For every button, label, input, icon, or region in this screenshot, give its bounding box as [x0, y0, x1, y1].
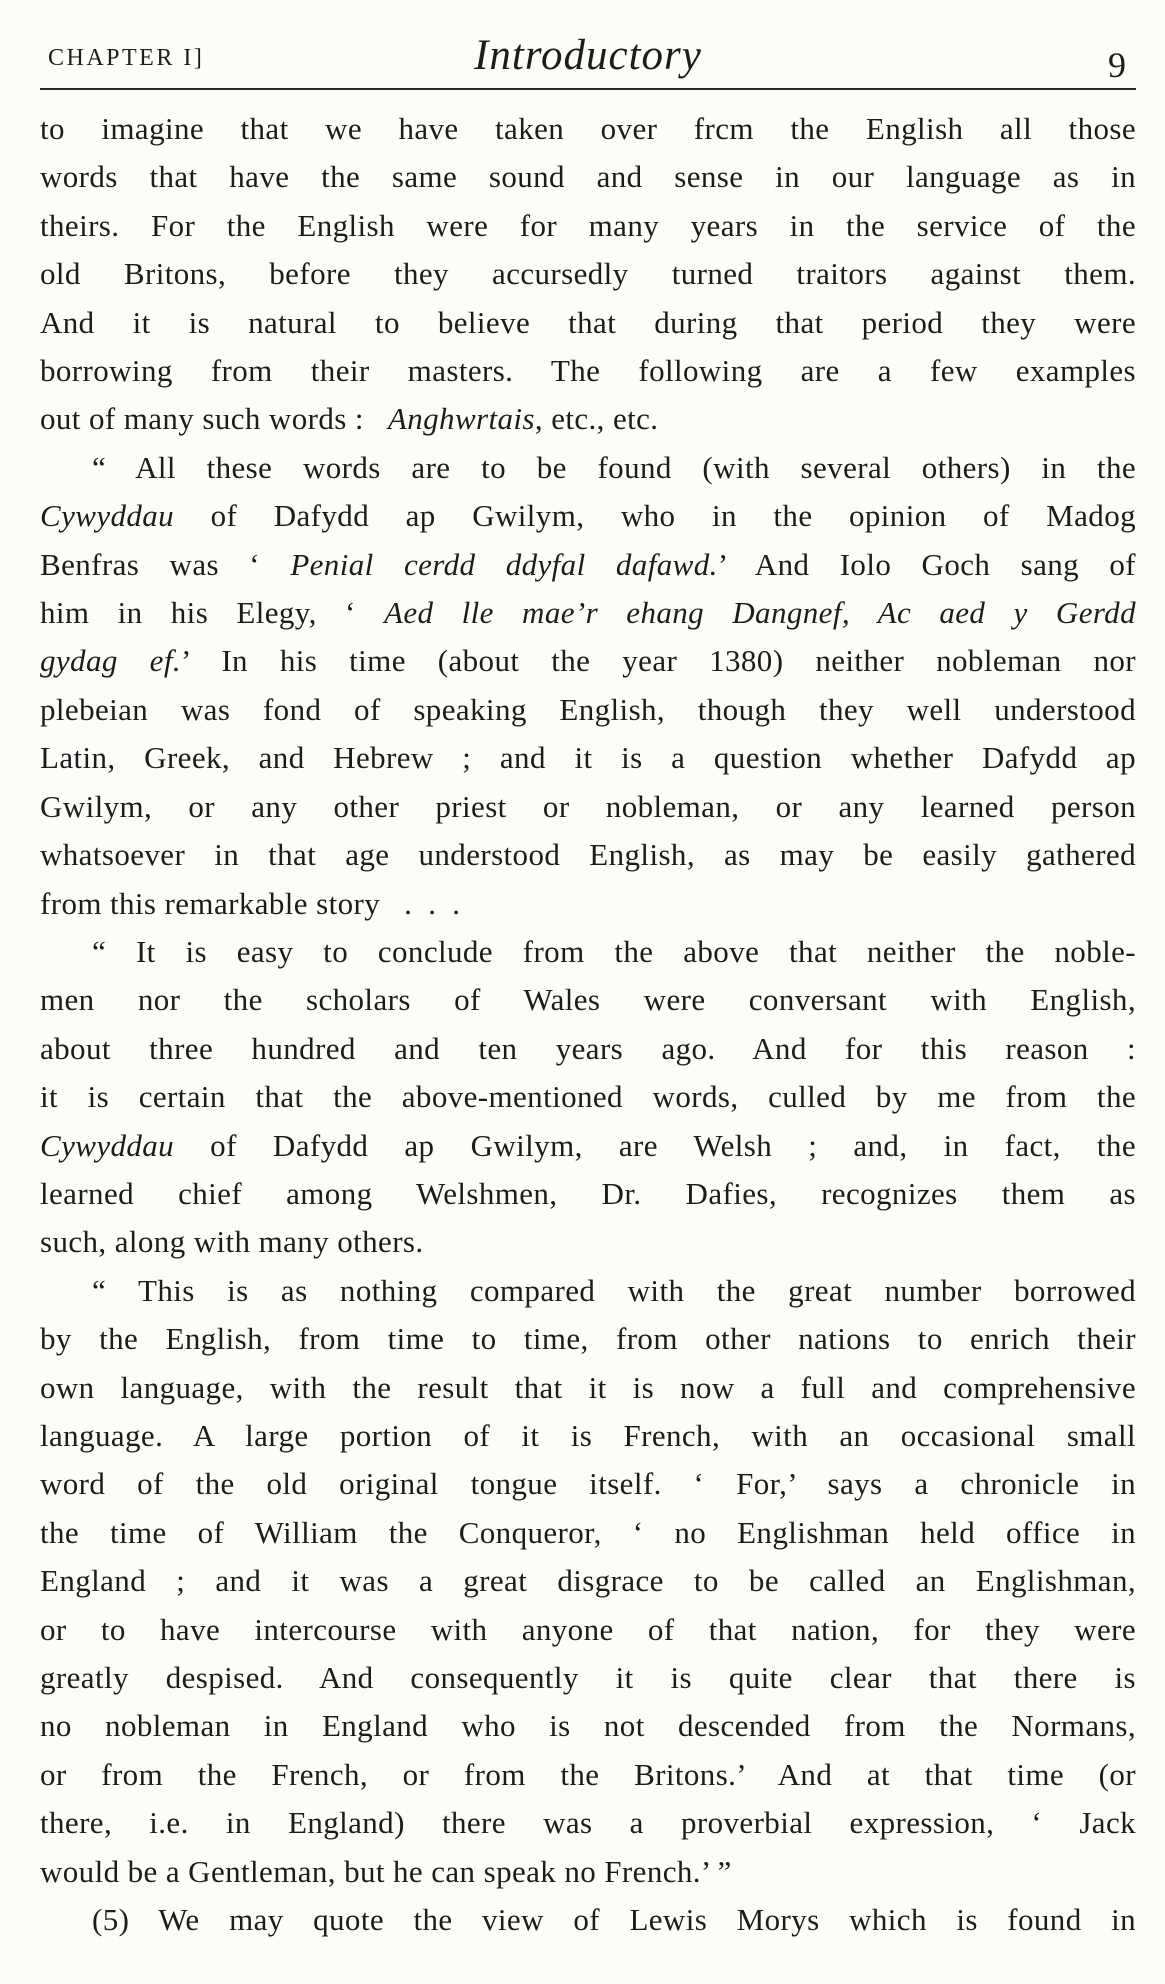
chapter-label: CHAPTER I] — [48, 45, 205, 71]
text-line — [40, 1364, 1136, 1412]
text-run: ’ And Iolo Goch sang of — [717, 546, 1136, 582]
text-run: it is certain that the above-mentioned words, culled by me from the — [40, 1079, 1136, 1115]
text-run: of Dafydd ap Gwilym, are Welsh ; and, in fact, the — [174, 1127, 1136, 1163]
text-line — [40, 1218, 1136, 1266]
text-line — [40, 153, 1136, 201]
text-run: or to have intercourse with anyone of that nation, for they were — [40, 1611, 1136, 1647]
italic-text-run: Cywyddau — [40, 498, 175, 534]
header-rule — [40, 88, 1136, 90]
text-run: England ; and it was a great disgrace to be called an Englishman, — [40, 1563, 1136, 1599]
text-line — [40, 1896, 1136, 1944]
text-run: “ This is as nothing compared with the great number borrowed — [92, 1272, 1136, 1308]
italic-text-run: Penial cerdd ddyfal dafawd. — [290, 546, 718, 582]
italic-text-run: Aed lle mae’r ehang Dangnef, Ac aed y Gerdd — [384, 595, 1136, 631]
text-run: learned chief among Welshmen, Dr. Dafies, recognizes them as — [40, 1175, 1136, 1211]
text-line — [40, 1557, 1136, 1605]
page-number: 9 — [1108, 45, 1126, 85]
paragraph — [40, 444, 1136, 928]
text-run: , etc., etc. — [534, 401, 659, 437]
text-line — [40, 589, 1136, 637]
text-run: greatly despised. And consequently it is quite clear that there is — [40, 1660, 1136, 1695]
text-line — [40, 1751, 1136, 1799]
text-run: Benfras was ‘ — [40, 546, 291, 582]
text-line — [40, 395, 1136, 443]
text-run: men nor the scholars of Wales were conversant with English, — [40, 982, 1136, 1018]
text-line — [40, 1509, 1136, 1557]
text-run: whatsoever in that age understood English, as may be easily gathered — [40, 837, 1136, 873]
text-run: to imagine that we have taken over frcm the English all those — [40, 111, 1136, 146]
text-line — [40, 1654, 1136, 1702]
text-run: “ All these words are to be found (with several others) in the — [92, 449, 1136, 485]
text-line — [40, 1170, 1136, 1218]
text-line — [40, 250, 1136, 298]
text-run: him in his Elegy, ‘ — [40, 595, 384, 631]
text-run: of Dafydd ap Gwilym, who in the opinion of Madog — [174, 498, 1136, 534]
text-line — [40, 783, 1136, 831]
paragraph — [40, 928, 1136, 1267]
page-header — [40, 18, 1136, 85]
italic-text-run: Anghwrtais — [387, 401, 535, 437]
text-run: out of many such words : — [40, 401, 388, 437]
text-run: there, i.e. in England) there was a proverbial expression, ‘ Jack — [40, 1805, 1136, 1841]
page-title: Introductory — [474, 32, 702, 79]
text-run: Gwilym, or any other priest or nobleman, or any learned person — [40, 788, 1136, 824]
text-run: words that have the same sound and sense in our language as in — [40, 159, 1136, 195]
text-line — [40, 1073, 1136, 1121]
text-run: Latin, Greek, and Hebrew ; and it is a question whether Dafydd ap — [40, 740, 1136, 776]
text-run: old Britons, before they accursedly turned traitors against them. — [40, 256, 1136, 292]
text-run: ’ In his time (about the year 1380) neither nobleman nor — [181, 643, 1137, 679]
text-run: (5) We may quote the view of Lewis Morys which is found in — [92, 1902, 1136, 1938]
text-line — [40, 492, 1136, 540]
text-line — [40, 347, 1136, 395]
text-line — [40, 831, 1136, 879]
text-line — [40, 541, 1136, 589]
text-line — [40, 1315, 1136, 1363]
text-line — [40, 734, 1136, 782]
text-run: would be a Gentleman, but he can speak no French.’ ” — [40, 1853, 732, 1889]
text-run: “ It is easy to conclude from the above that neither the noble- — [92, 933, 1136, 969]
text-line — [40, 1848, 1136, 1896]
text-line — [40, 1460, 1136, 1508]
text-line — [40, 1025, 1136, 1073]
text-line — [40, 686, 1136, 734]
text-run: word of the old original tongue itself. ‘ For,’ says a chronicle in — [40, 1466, 1136, 1502]
text-line — [40, 1267, 1136, 1315]
text-run: or from the French, or from the Britons.’ And at that time (or — [40, 1756, 1136, 1792]
text-line — [40, 444, 1136, 492]
text-line — [40, 299, 1136, 347]
text-line — [40, 976, 1136, 1024]
text-line — [40, 202, 1136, 250]
page-body — [40, 105, 1136, 1944]
text-line — [40, 637, 1136, 685]
text-line — [40, 1606, 1136, 1654]
text-run: borrowing from their masters. The following are a few examples — [40, 353, 1136, 389]
text-line — [40, 1122, 1136, 1170]
paragraph — [40, 105, 1136, 444]
text-line — [40, 928, 1136, 976]
text-run: no nobleman in England who is not descended from the Normans, — [40, 1708, 1136, 1744]
paragraph — [40, 1896, 1136, 1944]
text-run: from this remarkable story . . . — [40, 885, 461, 921]
text-run: theirs. For the English were for many years in the service of the — [40, 207, 1136, 243]
text-run: own language, with the result that it is now a full and comprehensive — [40, 1369, 1136, 1405]
text-run: such, along with many others. — [40, 1224, 424, 1260]
text-run: And it is natural to believe that during that period they were — [40, 304, 1136, 340]
paragraph — [40, 1267, 1136, 1896]
text-line — [40, 880, 1136, 928]
text-run: about three hundred and ten years ago. And for this reason : — [40, 1030, 1136, 1066]
text-run: language. A large portion of it is French, with an occasional small — [40, 1417, 1136, 1453]
text-line — [40, 1799, 1136, 1847]
italic-text-run: gydag ef. — [40, 643, 181, 679]
text-run: the time of William the Conqueror, ‘ no Englishman held office in — [40, 1514, 1136, 1550]
text-run: by the English, from time to time, from other nations to enrich their — [40, 1321, 1136, 1357]
text-run: plebeian was fond of speaking English, though they well understood — [40, 691, 1136, 727]
text-line — [40, 105, 1136, 153]
text-line — [40, 1702, 1136, 1750]
italic-text-run: Cywyddau — [40, 1127, 175, 1163]
text-line — [40, 1412, 1136, 1460]
